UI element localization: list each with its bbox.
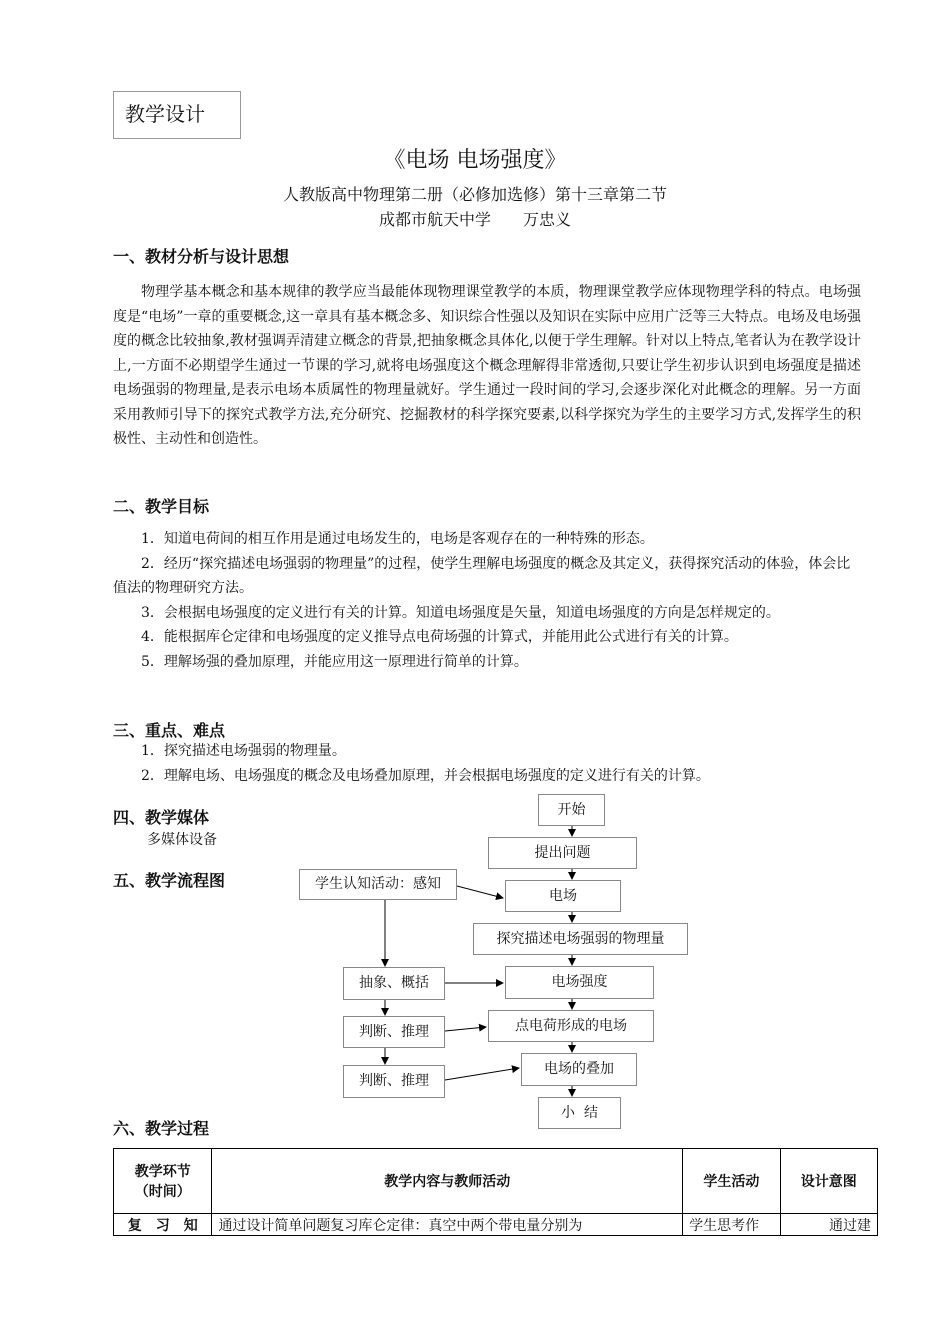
arrow-judge2-super (445, 1068, 519, 1080)
header-stage: 教学环节 （时间） (114, 1149, 212, 1214)
keypoint-item: 2．理解电场、电场强度的概念及电场叠加原理，并会根据电场强度的定义进行有关的计算。 (141, 767, 710, 784)
arrow-judge1-point (445, 1027, 486, 1031)
page-title: 《电场 电场强度》 (383, 148, 567, 173)
flow-field-intensity: 电场强度 (505, 966, 654, 999)
flow-judge-2: 判断、推理 (343, 1065, 445, 1098)
flow-ask-question: 提出问题 (488, 837, 637, 869)
flow-abstract: 抽象、概括 (343, 967, 445, 1000)
analysis-paragraph: 物理学基本概念和基本规律的教学应当最能体现物理课堂教学的本质，物理课堂教学应体现物理学科的特点。电场强度是“电场”一章的重要概念,这一章具有基本概念多、知识综合性强以及知识在实际中应用广泛等三大特点。电场及电场强度的概念比较抽象,教材强调弄清建立概念的背景,把抽象概念具体化,以便于学生理解。针对以上特点,笔者认为在教学设计上,一方面不必期望学生通过一节课的学习,就将电场强度这个概念理解得非常透彻,只要让学生初步认识到电场强度是描述电场强弱的物理量,是表示电场本质属性的物理量就好。学生通过一段时间的学习,会逐步深化对此概念的理解。另一方面采用教师引导下的探究式教学方法,充分研究、挖掘教材的科学探究要素,以科学探究为学生的主要学习方式,发挥学生的积极性、主动性和创造性。 (113, 284, 861, 447)
keypoint-item: 1．探究描述电场强弱的物理量。 (141, 743, 346, 759)
goal-item: 1．知道电荷间的相互作用是通过电场发生的，电场是客观存在的一种特殊的形态。 (141, 531, 654, 547)
section-heading-process: 六、教学过程 (113, 1119, 210, 1138)
subtitle-author: 成都市航天中学 万忠义 (378, 210, 571, 229)
flow-summary: 小 结 (538, 1097, 621, 1129)
subtitle-textbook: 人教版高中物理第二册（必修加选修）第十三章第二节 (282, 185, 667, 204)
table-row (114, 1214, 878, 1236)
flow-explore: 探究描述电场强弱的物理量 (473, 923, 688, 955)
media-text: 多媒体设备 (147, 832, 217, 848)
goal-item: 3．会根据电场强度的定义进行有关的计算。知道电场强度是矢量，知道电场强度的方向是怎样规定的。 (141, 604, 780, 621)
table-cell: 复 习 知 (114, 1214, 212, 1236)
section-heading-analysis: 一、教材分析与设计思想 (113, 247, 290, 266)
flow-start: 开始 (538, 794, 605, 826)
goal-item: 5．理解场强的叠加原理，并能应用这一原理进行简单的计算。 (141, 653, 528, 670)
header-student: 学生活动 (683, 1149, 780, 1214)
process-table (113, 1148, 878, 1236)
section-heading-media: 四、教学媒体 (113, 808, 210, 827)
header-intent: 设计意图 (780, 1149, 877, 1214)
flow-student-perceive: 学生认知活动：感知 (299, 869, 457, 900)
flow-point-charge: 点电荷形成的电场 (488, 1010, 654, 1042)
goal-item: 2．经历“探究描述电场强弱的物理量”的过程，使学生理解电场强度的概念及其定义，获得探究活动的体验，体会比值法的物理研究方法。 (113, 555, 851, 596)
flow-judge-1: 判断、推理 (343, 1016, 445, 1048)
section-heading-goals: 二、教学目标 (113, 497, 210, 516)
section-heading-keypoints: 三、重点、难点 (113, 721, 226, 740)
table-header-row (114, 1149, 878, 1214)
goal-item: 4．能根据库仑定律和电场强度的定义推导点电荷场强的计算式，并能用此公式进行有关的计算。 (141, 629, 738, 645)
header-content: 教学内容与教师活动 (212, 1149, 683, 1214)
table-cell: 通过设计简单问题复习库仑定律：真空中两个带电量分别为 (212, 1214, 683, 1236)
flow-superposition: 电场的叠加 (521, 1053, 637, 1086)
table-cell: 通过建 (780, 1214, 877, 1236)
section-heading-flowchart: 五、教学流程图 (113, 871, 226, 890)
flow-electric-field: 电场 (505, 880, 621, 912)
arrow-perceive-field (457, 886, 503, 898)
table-cell: 学生思考作 (683, 1214, 780, 1236)
header-tag: 教学设计 (113, 91, 241, 139)
